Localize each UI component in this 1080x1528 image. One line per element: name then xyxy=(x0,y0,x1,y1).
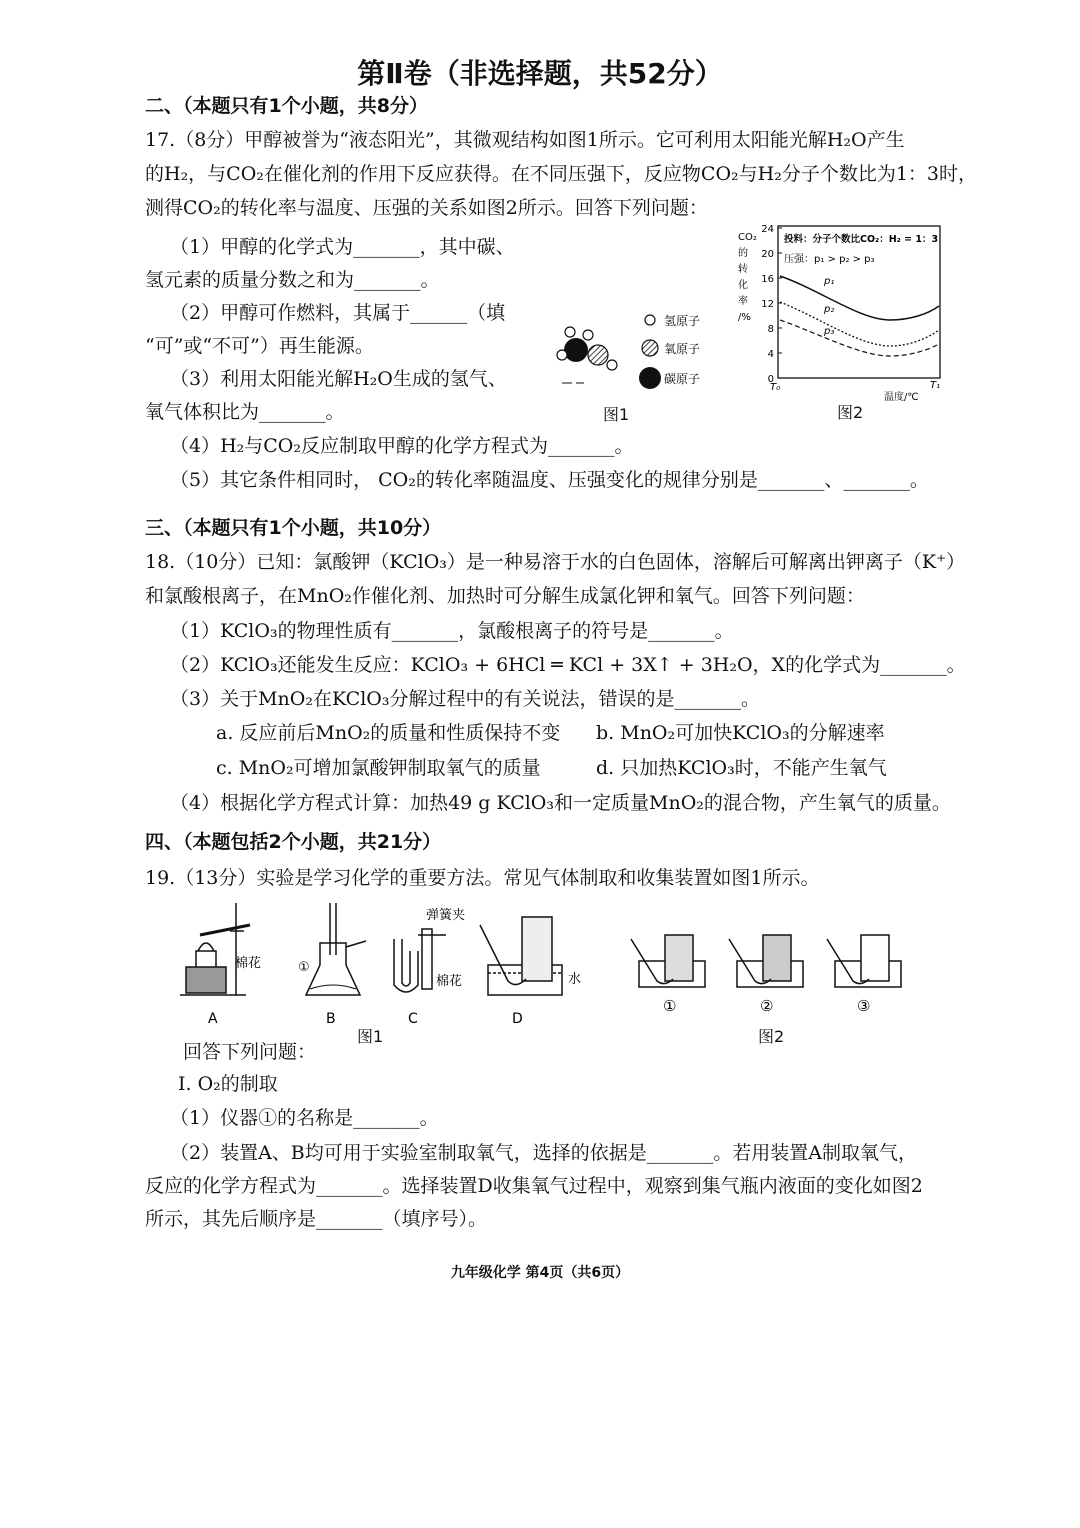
q19-part1: （1）仪器①的名称是_______。 xyxy=(170,1107,439,1129)
chart-ylabel-part: 率 xyxy=(738,296,748,307)
gas-apparatus-figure xyxy=(170,895,610,1050)
curve-p3 xyxy=(780,320,939,356)
q17-part3-line-1: （3）利用太阳能光解H₂O生成的氢气、 xyxy=(170,368,507,390)
apparatus-d xyxy=(480,917,562,995)
hydrogen-legend-label: 氢原子 xyxy=(664,314,701,328)
curve-label-p1: p₁ xyxy=(824,276,835,287)
chart-x-end: T₁ xyxy=(930,380,941,391)
q19-fig2-caption: 图2 xyxy=(758,1027,785,1046)
gas-collection-stages-figure xyxy=(625,925,915,1020)
q18-part2: （2）KClO₃还能发生反应：KClO₃ + 6HCl ═ KCl + 3X↑ + 3H₂O，X的化学式为_______。 xyxy=(170,654,966,676)
q18-intro-line-2: 和氯酸根离子，在MnO₂作催化剂、加热时可分解生成氯化钾和氧气。回答下列问题： xyxy=(145,585,865,607)
q19-part2-line-2: 反应的化学方程式为_______。选择装置D收集氧气过程中，观察到集气瓶内液面的变化如图2 xyxy=(145,1175,923,1197)
chart-ytick-label: 8 xyxy=(767,324,774,335)
oxygen-legend-label: 氧原子 xyxy=(664,342,701,356)
apparatus-b-circle-label: ① xyxy=(298,960,310,975)
apparatus-a-label: A xyxy=(208,1011,218,1027)
curve-p1 xyxy=(780,276,939,320)
stage-3 xyxy=(827,935,901,987)
curve-label-p2: p₂ xyxy=(824,304,835,315)
q18-option-d: d. 只加热KClO₃时，不能产生氧气 xyxy=(596,757,887,779)
q19-part2-line-1: （2）装置A、B均可用于实验室制取氧气，选择的依据是_______。若用装置A制取氧气， xyxy=(170,1142,917,1164)
q17-part1-line-2: 氢元素的质量分数之和为_______。 xyxy=(145,269,440,291)
q19-answer-prompt: 回答下列问题： xyxy=(183,1041,317,1063)
chart-ytick-label: 12 xyxy=(761,299,774,310)
chart-ylabel xyxy=(738,232,757,323)
chart-ytick-label: 4 xyxy=(767,349,774,360)
apparatus-b-label: B xyxy=(326,1011,336,1027)
apparatus-d-water-label: 水 xyxy=(568,972,582,987)
q17-part1-line-1: （1）甲醇的化学式为_______，其中碳、 xyxy=(170,236,515,258)
q17-intro-line-2: 的H₂，与CO₂在催化剂的作用下反应获得。在不同压强下，反应物CO₂与H₂分子个数比为1：3时， xyxy=(145,163,978,185)
q17-intro-line-1: 17.（8分）甲醇被誉为“液态阳光”，其微观结构如图1所示。它可利用太阳能光解H₂O产生 xyxy=(145,129,905,151)
chart-ylabel-part: 转 xyxy=(738,264,748,275)
q19-intro: 19.（13分）实验是学习化学的重要方法。常见气体制取和收集装置如图1所示。 xyxy=(145,867,820,889)
q17-part3-line-2: 氧气体积比为_______。 xyxy=(145,401,345,423)
chart-xlabel: 温度/℃ xyxy=(884,392,919,403)
q17-part2-line-2: “可”或“不可”）再生能源。 xyxy=(145,335,374,357)
stage-1 xyxy=(631,935,705,987)
chart-note-feed: 投料：分子个数比CO₂：H₂ = 1：3 xyxy=(784,234,939,245)
methanol-molecule-model xyxy=(557,327,617,383)
apparatus-b xyxy=(306,903,366,995)
apparatus-d-label: D xyxy=(512,1011,523,1027)
chart-note-pressure: 压强：p₁ > p₂ > p₃ xyxy=(784,254,875,265)
q18-option-a: a. 反应前后MnO₂的质量和性质保持不变 xyxy=(216,722,561,744)
chart-ytick-label: 20 xyxy=(761,249,774,260)
carbon-legend-label: 碳原子 xyxy=(664,372,701,386)
co2-conversion-chart xyxy=(730,220,950,405)
oxygen-legend-icon xyxy=(642,340,658,356)
q17-fig2-caption: 图2 xyxy=(837,403,864,422)
page-footer: 九年级化学 第4页（共6页） xyxy=(450,1265,630,1281)
curve-label-p3: p₃ xyxy=(824,326,835,337)
methanol-molecule-figure xyxy=(550,305,720,425)
q17-part2-line-1: （2）甲醇可作燃料，其属于______（填 xyxy=(170,302,506,324)
chart-ytick-label: 0 xyxy=(767,374,774,385)
q18-intro-line-1: 18.（10分）已知：氯酸钾（KClO₃）是一种易溶于水的白色固体，溶解后可解离出钾离子（K⁺） xyxy=(145,551,966,573)
q19-fig1-caption: 图1 xyxy=(357,1027,384,1046)
stage-2 xyxy=(729,935,803,987)
chart-x-start: T₀ xyxy=(770,382,781,393)
apparatus-c-label: C xyxy=(408,1011,418,1027)
curve-p2 xyxy=(780,302,939,346)
q17-intro-line-3: 测得CO₂的转化率与温度、压强的关系如图2所示。回答下列问题： xyxy=(145,197,708,219)
apparatus-a xyxy=(180,903,250,995)
section-heading-4: 四、（本题包括2个小题，共21分） xyxy=(145,831,442,853)
chart-ylabel-part: 的 xyxy=(738,248,748,259)
apparatus-a-cotton-label: 棉花 xyxy=(235,956,262,971)
hydrogen-legend-icon xyxy=(645,315,655,325)
q17-part5: （5）其它条件相同时， CO₂的转化率随温度、压强变化的规律分别是_______、_______。 xyxy=(170,469,929,491)
q19-subheading-o2: Ⅰ. O₂的制取 xyxy=(178,1073,278,1095)
stage-label-3: ③ xyxy=(857,997,871,1015)
section-heading-2: 二、（本题只有1个小题，共8分） xyxy=(145,95,428,117)
chart-ylabel-part: /% xyxy=(738,312,751,323)
stage-label-2: ② xyxy=(760,997,774,1015)
chart-ylabel-part: CO₂ xyxy=(738,232,757,243)
q17-part4: （4）H₂与CO₂反应制取甲醇的化学方程式为_______。 xyxy=(170,435,634,457)
apparatus-c-clip-label: 弹簧夹 xyxy=(426,908,466,923)
chart-ytick-label: 24 xyxy=(761,224,774,235)
carbon-legend-icon xyxy=(639,367,661,389)
q18-part4: （4）根据化学方程式计算：加热49 g KClO₃和一定质量MnO₂的混合物，产生氧气的质量。 xyxy=(170,792,951,814)
q18-option-c: c. MnO₂可增加氯酸钾制取氧气的质量 xyxy=(216,757,541,779)
q18-option-b: b. MnO₂可加快KClO₃的分解速率 xyxy=(596,722,885,744)
paper-title: 第Ⅱ卷（非选择题，共52分） xyxy=(357,57,723,90)
q18-part1: （1）KClO₃的物理性质有_______，氯酸根离子的符号是_______。 xyxy=(170,620,734,642)
chart-yticks xyxy=(761,224,782,385)
q17-fig1-caption: 图1 xyxy=(603,405,630,424)
q18-part3: （3）关于MnO₂在KClO₃分解过程中的有关说法，错误的是_______。 xyxy=(170,688,760,710)
stage-label-1: ① xyxy=(663,997,677,1015)
apparatus-c-cotton-label: 棉花 xyxy=(436,974,463,989)
chart-frame xyxy=(778,226,940,378)
chart-ytick-label: 16 xyxy=(761,274,774,285)
q19-part2-line-3: 所示，其先后顺序是_______（填序号）。 xyxy=(145,1208,488,1230)
section-heading-3: 三、（本题只有1个小题，共10分） xyxy=(145,517,442,539)
chart-ylabel-part: 化 xyxy=(738,280,748,291)
